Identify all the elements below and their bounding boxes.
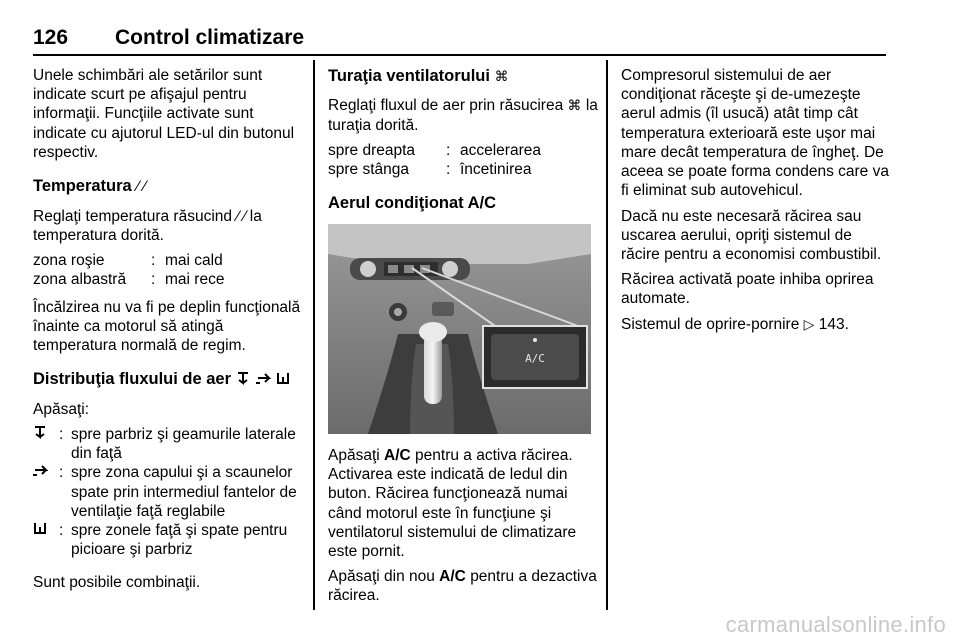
temperature-knob-icon: ⁄ ⁄ <box>136 179 146 196</box>
intro-paragraph: Unele schimbări ale setărilor sunt indicate scurt pe afişajul pentru informaţii. Funcţiile activate sunt indicate cu ajutorul LED-ul din butonul respectiv. <box>33 67 295 161</box>
temperature-knob-icon: ⁄ ⁄ <box>236 208 246 225</box>
windshield-feet-icon <box>33 425 59 463</box>
air-distribution-heading: Distribuţia fluxului de aer <box>33 369 301 389</box>
fan-speed-text: Reglaţi fluxul de aer prin răsucirea ⌘ la turaţia dorită. <box>328 97 598 134</box>
watermark: carmanualsonline.info <box>725 611 946 637</box>
combinations-note: Sunt posibile combinaţii. <box>33 574 201 592</box>
save-fuel-paragraph: Dacă nu este necesară răcirea sau uscarea aerului, opriţi sistemul de răcire pentru a economisi combustibil. <box>621 207 882 263</box>
ac-button-label: A/C <box>525 351 545 365</box>
fan-icon: ⌘ <box>494 69 509 85</box>
list-item: : spre zona capului şi a scaunelor spate prin intermediul fantelor de ventilaţie faţă reglabile <box>33 463 301 521</box>
stop-start-reference: Sistemul de oprire-pornire ▷ 143. <box>621 315 849 333</box>
feet-icon <box>33 521 59 559</box>
header-rule <box>33 54 886 56</box>
ac-activate-text: Apăsaţi A/C pentru a activa răcirea. Activarea este indicată de ledul din buton. Răcirea funcţionează numai când motorul este în funcţiune şi ventilatorul sistemului de climatizare este pornit. <box>328 446 577 561</box>
air-distribution-icons <box>236 371 294 385</box>
head-vents-icon <box>33 463 59 521</box>
ac-console-photo <box>328 224 591 434</box>
column-rule-left <box>313 60 315 610</box>
ac-heading: Aerul condiţionat A/C <box>328 194 497 213</box>
column-3 <box>621 66 891 340</box>
column-rule-right <box>606 60 608 610</box>
list-item: : spre zonele faţă şi spate pentru picioare şi parbriz <box>33 521 301 559</box>
table-row: spre stânga : încetinirea <box>328 161 532 179</box>
column-1 <box>33 66 301 599</box>
column-2 <box>328 66 598 612</box>
temperature-text: Reglaţi temperatura răsucind ⁄ ⁄ la temperatura dorită. <box>33 207 262 244</box>
fan-speed-heading: Turaţia ventilatorului ⌘ <box>328 67 509 85</box>
ac-deactivate-text: Apăsaţi din nou A/C pentru a dezactiva răcirea. <box>328 568 597 605</box>
list-item: : spre parbriz şi geamurile laterale din faţă <box>33 425 301 463</box>
page-link[interactable]: 143. <box>818 315 849 333</box>
fan-icon: ⌘ <box>567 98 582 115</box>
temperature-heading: Temperatura ⁄ ⁄ <box>33 177 146 196</box>
compressor-paragraph: Compresorul sistemului de aer condiţionat răceşte şi de-umezeşte aerul admis (îl usucă) atât timp cât temperatura exterioară este uşor mai mare decât temperatura de îngheţ. De aceea se poate forma condens care va fi eliminat sub autovehicul. <box>621 67 889 200</box>
page-number: 126 <box>33 26 69 49</box>
temperature-note: Încălzirea nu va fi pe deplin funcţională înainte ca motorul să atingă temperatura normală de regim. <box>33 298 301 354</box>
press-label: Apăsaţi: <box>33 400 90 418</box>
temperature-table <box>33 251 301 289</box>
table-row: zona albastră : mai rece <box>33 271 225 289</box>
table-row: spre dreapta : accelerarea <box>328 142 541 160</box>
fan-speed-table <box>328 141 598 179</box>
table-row: zona roşie : mai cald <box>33 252 223 270</box>
page-title: Control climatizare <box>115 26 305 49</box>
page-reference-icon: ▷ <box>803 316 815 333</box>
auto-stop-paragraph: Răcirea activată poate inhiba oprirea automate. <box>621 271 874 308</box>
